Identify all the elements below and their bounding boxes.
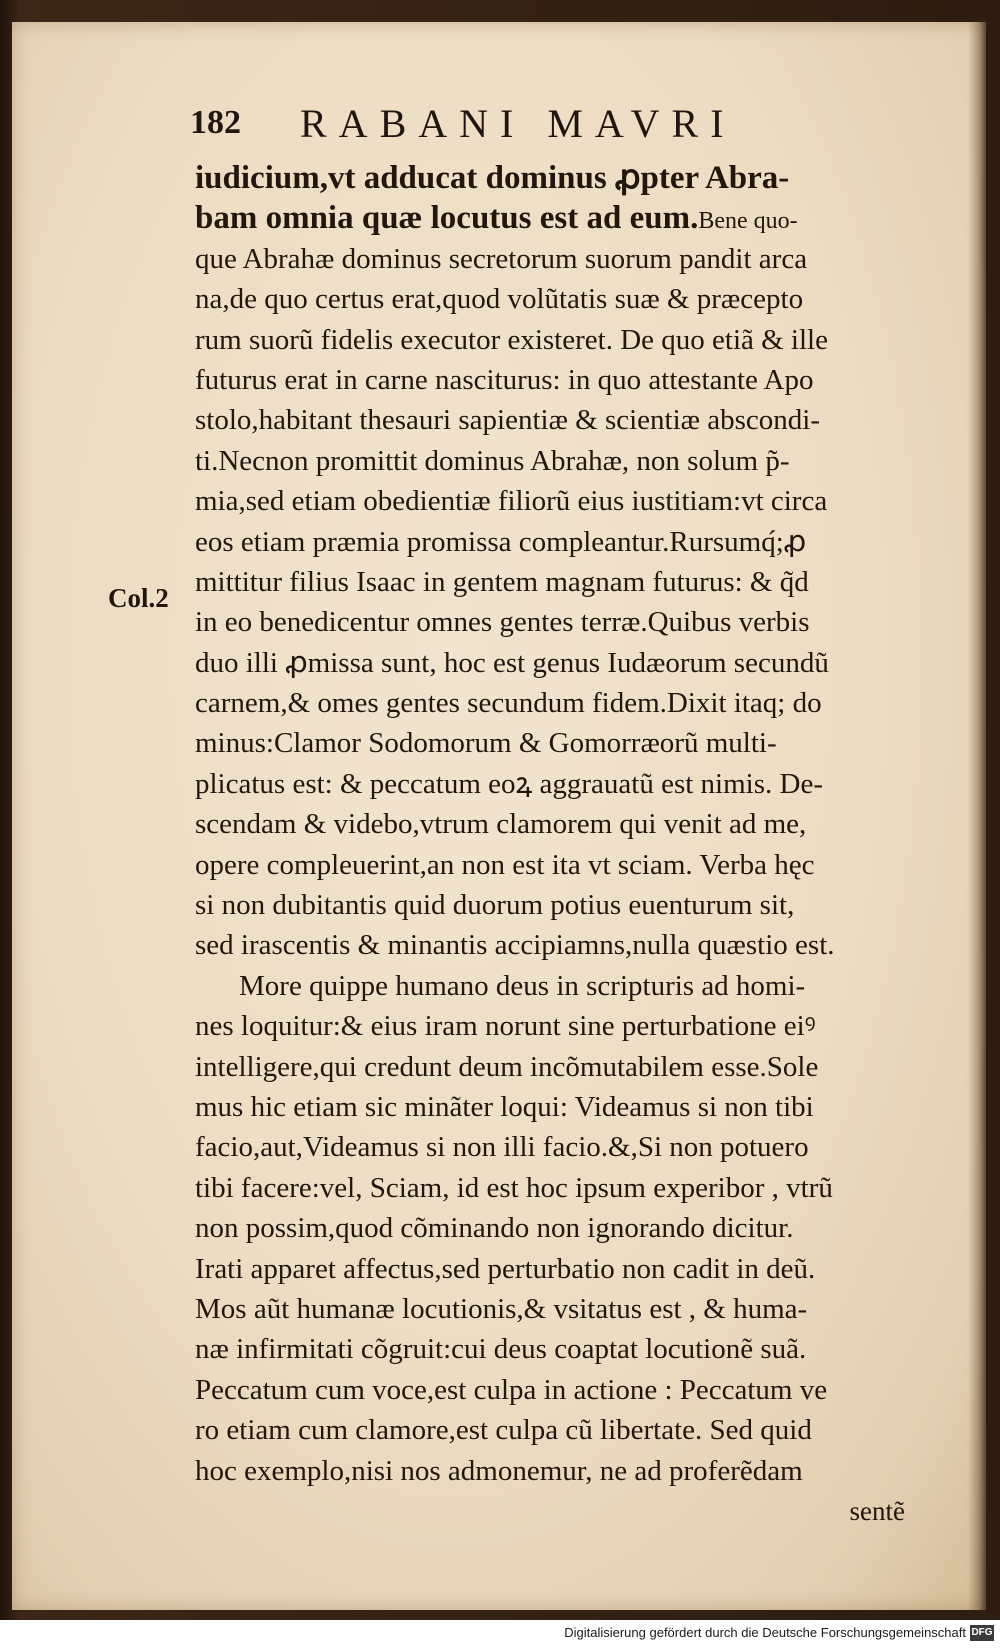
text-line: mus hic etiam sic minãter loqui: Videamus si non tibi	[195, 1090, 814, 1123]
text-line: in eo benedicentur omnes gentes terræ.Quibus verbis	[195, 606, 810, 639]
text-line: stolo,habitant thesauri sapientiæ & scientiæ abscondi-	[195, 404, 821, 437]
text-line: plicatus est: & peccatum eoꝝ aggrauatũ est nimis. De-	[195, 767, 823, 800]
funding-credit: Digitalisierung gefördert durch die Deutsche Forschungsgemeinschaft	[564, 1625, 966, 1640]
body-text	[195, 158, 935, 1531]
text-line: eos etiam præmia promissa compleantur.Rursumq́;ꝓ	[195, 525, 807, 558]
text-line: ro etiam cum clamore,est culpa cũ libertate. Sed quid	[195, 1414, 812, 1447]
running-title: RABANI MAVRI	[300, 101, 736, 146]
heading-line-2-bold: bam omnia quæ locutus est ad eum.	[195, 200, 699, 237]
text-line: duo illi ꝓmissa sunt, hoc est genus Iudæorum secundũ	[195, 646, 829, 679]
text-line: tibi facere:vel, Sciam, id est hoc ipsum experibor , vtrũ	[195, 1171, 833, 1204]
catchword: sentẽ	[849, 1495, 905, 1526]
text-line: Irati apparet affectus,sed perturbatio non cadit in deũ.	[195, 1252, 816, 1285]
text-line: na,de quo certus erat,quod volũtatis suæ & præcepto	[195, 283, 804, 316]
text-line: facio,aut,Videamus si non illi facio.&,Si non potuero	[195, 1131, 809, 1164]
text-line: scendam & videbo,vtrum clamorem qui venit ad me,	[195, 808, 807, 841]
paragraph-start-line: More quippe humano deus in scripturis ad homi-	[239, 969, 806, 1002]
heading-line-2-tail: Bene quo-	[698, 208, 798, 235]
text-line: non possim,quod cõminando non ignorando dicitur.	[195, 1212, 794, 1245]
text-line: minus:Clamor Sodomorum & Gomorræorũ multi-	[195, 727, 777, 760]
text-line: sed irascentis & minantis accipiamns,nulla quæstio est.	[195, 929, 835, 962]
text-line: hoc exemplo,nisi nos admonemur, ne ad proferẽdam	[195, 1454, 803, 1487]
text-line: nes loquitur:& eius iram norunt sine perturbatione eiꝰ	[195, 1010, 816, 1043]
page-number: 182	[190, 104, 241, 141]
heading-line-1: iudicium,vt adducat dominus ꝓpter Abra-	[195, 160, 790, 196]
text-line: Mos aũt humanæ locutionis,& vsitatus est , & huma-	[195, 1292, 808, 1325]
text-line: ti.Necnon promittit dominus Abrahæ, non solum p̃-	[195, 444, 790, 477]
text-line: carnem,& omes gentes secundum fidem.Dixit itaq; do	[195, 687, 822, 720]
text-line: si non dubitantis quid duorum potius euenturum sit,	[195, 889, 795, 922]
text-line: mia,sed etiam obedientiæ filiorũ eius iustitiam:vt circa	[195, 485, 828, 518]
page-gutter-shadow	[968, 22, 986, 1610]
scan-footer	[0, 1620, 1000, 1648]
text-line: Peccatum cum voce,est culpa in actione : Peccatum ve	[195, 1373, 828, 1406]
running-head	[190, 100, 830, 150]
text-line: næ infirmitati cõgruit:cui deus coaptat locutionẽ suã.	[195, 1333, 807, 1366]
heading-line-2	[195, 198, 935, 238]
dfg-logo: DFG	[970, 1625, 994, 1641]
margin-note: Col.2	[108, 583, 169, 613]
text-line: mittitur filius Isaac in gentem magnam futurus: & q̃d	[195, 565, 809, 598]
text-line: opere compleuerint,an non est ita vt sciam. Verba hęc	[195, 848, 815, 881]
text-line: que Abrahæ dominus secretorum suorum pandit arca	[195, 242, 808, 275]
text-line: futurus erat in carne nasciturus: in quo attestante Apo	[195, 363, 814, 396]
text-line: intelligere,qui credunt deum incõmutabilem esse.Sole	[195, 1050, 819, 1083]
text-line: rum suorũ fidelis executor existeret. De quo etiã & ille	[195, 323, 828, 356]
